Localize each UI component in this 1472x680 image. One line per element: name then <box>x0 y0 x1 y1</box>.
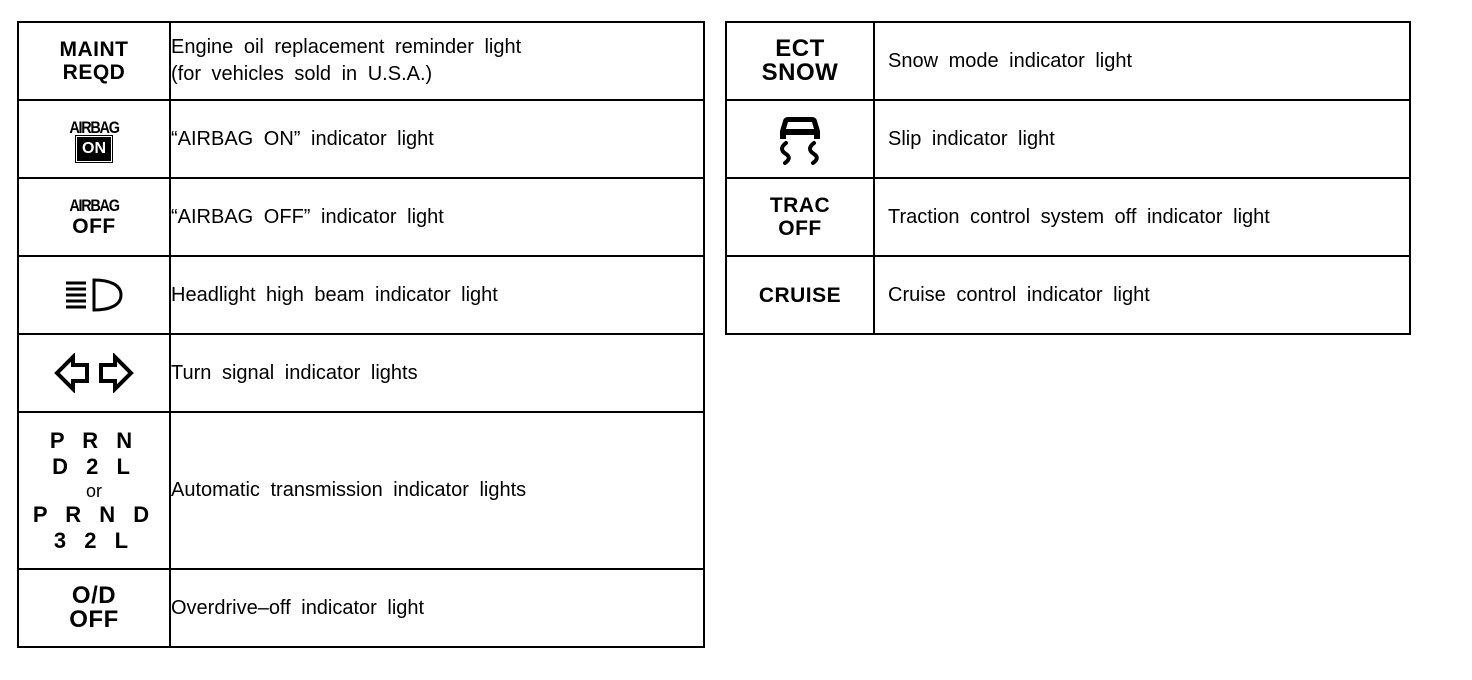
symbol-text: OFF <box>69 606 119 633</box>
row-description: Snow mode indicator light <box>874 22 1410 100</box>
table-row <box>726 22 1410 100</box>
symbol-text: OFF <box>778 217 822 240</box>
symbol-text: REQD <box>62 61 126 84</box>
airbag-on-symbol <box>18 100 170 178</box>
headlight-high-beam-icon <box>18 256 170 334</box>
table-row <box>18 22 704 100</box>
cruise-symbol <box>726 256 874 334</box>
symbol-text: TRAC <box>769 194 831 217</box>
maint-reqd-symbol <box>18 22 170 100</box>
symbol-text: ON <box>77 137 111 161</box>
row-description: Slip indicator light <box>874 100 1410 178</box>
symbol-text: CRUISE <box>758 283 842 307</box>
trac-off-symbol <box>726 178 874 256</box>
row-description: Turn signal indicator lights <box>170 334 704 412</box>
row-description: “AIRBAG OFF” indicator light <box>170 178 704 256</box>
row-description: Headlight high beam indicator light <box>170 256 704 334</box>
table-row <box>726 100 1410 178</box>
symbol-text: D 2 L <box>52 453 136 479</box>
symbol-text: AIRBAG <box>69 117 119 137</box>
indicator-table-left <box>17 21 705 648</box>
row-description: Cruise control indicator light <box>874 256 1410 334</box>
symbol-text: SNOW <box>761 59 839 86</box>
symbol-text: or <box>85 480 102 501</box>
table-row <box>18 412 704 569</box>
transmission-symbol <box>18 412 170 569</box>
table-row <box>18 334 704 412</box>
symbol-text: ECT <box>775 35 825 62</box>
table-row <box>18 100 704 178</box>
table-row <box>18 256 704 334</box>
symbol-text: P R N D <box>32 501 156 527</box>
table-row <box>726 178 1410 256</box>
airbag-off-symbol <box>18 178 170 256</box>
symbol-text: P R N <box>49 427 139 453</box>
symbol-text: OFF <box>72 215 116 238</box>
row-description: Automatic transmission indicator lights <box>170 412 704 569</box>
slip-indicator-icon <box>726 100 874 178</box>
row-description: Traction control system off indicator light <box>874 178 1410 256</box>
symbol-text: 3 2 L <box>53 527 135 553</box>
turn-signal-arrows-icon <box>18 334 170 412</box>
row-description: Engine oil replacement reminder light (for vehicles sold in U.S.A.) <box>170 22 704 100</box>
ect-snow-symbol <box>726 22 874 100</box>
symbol-text: MAINT <box>59 38 129 61</box>
table-row <box>726 256 1410 334</box>
od-off-symbol <box>18 569 170 647</box>
row-description: Overdrive–off indicator light <box>170 569 704 647</box>
symbol-text: O/D <box>71 582 117 609</box>
table-row <box>18 178 704 256</box>
table-row <box>18 569 704 647</box>
row-description: “AIRBAG ON” indicator light <box>170 100 704 178</box>
indicator-table-right <box>725 21 1411 335</box>
symbol-text: AIRBAG <box>69 196 119 215</box>
